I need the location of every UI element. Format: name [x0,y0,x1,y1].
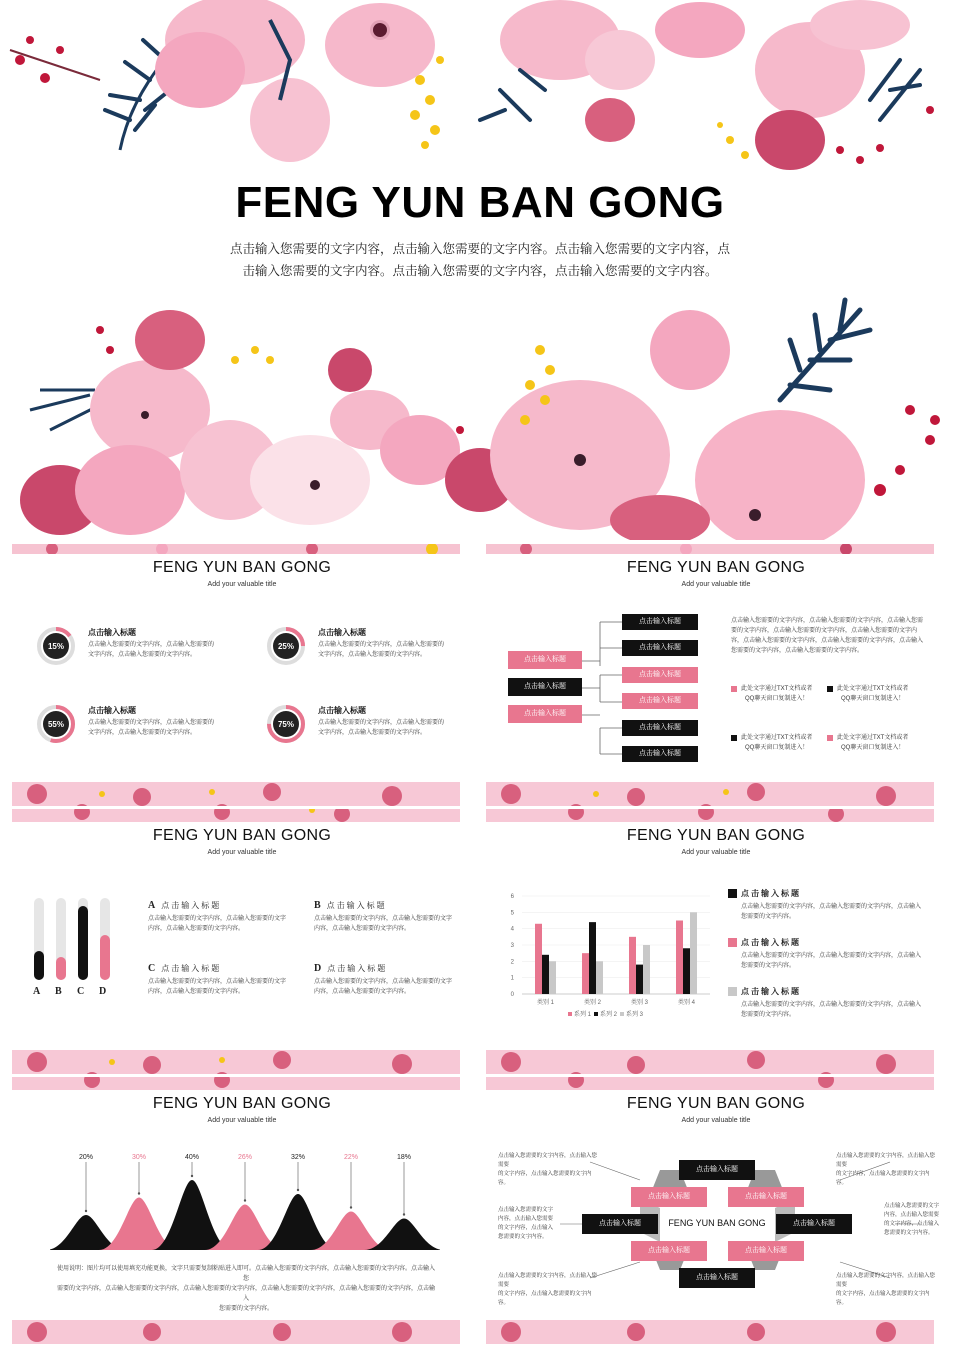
y-tick-label: 5 [510,910,514,917]
bar-fill [56,957,66,980]
text-line: 的文字内容，点击输入 [498,1225,554,1231]
text-line: 点击输入您需要的文字内容，点击输入您需要的文字 [314,979,453,985]
text-line: QQ聊天窗口复制进入！ [745,745,809,751]
floral-strip-4r [486,1320,934,1344]
slide2-subtitle: Add your valuable title [681,581,751,588]
text-line: 文字内容，点击输入您需要的文字内容。 [88,652,197,658]
item-letter: A [148,900,158,911]
item-heading-text: 点击输入标题 [161,901,222,910]
text-line: 此处文字通过TXT文档或者 [741,735,813,741]
slide6-center-label: FENG YUN BAN GONG [668,1218,766,1228]
note-marker [731,686,737,692]
slide6-top-box: 点击输入标题 [679,1160,755,1180]
text-line: QQ聊天窗口复制进入！ [745,696,809,702]
progress-ring-label: 75% [277,720,295,729]
slide4-legend-heading: 点击输入标题 [741,938,801,947]
slide2-right-box: 点击输入标题 [622,720,698,736]
text-line: 此处文字通过TXT文档或者 [837,735,909,741]
bar-fill [78,906,88,980]
slide2-note [741,684,831,704]
slide5-note-line: 使用说明：图片均可以使用填充功能更换，文字只需要复制粘贴进入即可。点击输入您需要的文字内容，点击输入您需要的文字内容。点击输入您 [56,1266,435,1282]
y-tick-label: 3 [510,943,514,949]
item-heading-text: 点击输入标题 [161,964,222,973]
slide3-item-text [148,977,298,997]
peak-dot [403,1213,405,1215]
peak-label: 18% [396,1154,412,1161]
legend-marker [728,889,737,898]
text-line: 点击输入您需要的文字内容，点击输入您需要的文字内容，点击输入 [741,953,922,959]
slide2-note [837,733,927,753]
slide4-subtitle: Add your valuable title [681,849,751,856]
progress-ring [36,704,76,744]
floral-strip-3l [12,1050,460,1090]
legend-swatch [620,1012,624,1016]
bar-label: C [77,986,85,997]
hero-subtitle-line1: 点击输入您需要的文字内容，点击输入您需要的文字内容。点击输入您需要的文字内容，点 [230,242,731,256]
item-heading-text: 点击输入标题 [326,901,387,910]
floral-strip-4l [12,1320,460,1344]
progress-ring [266,626,306,666]
text-line: 此处文字通过TXT文档或者 [837,686,909,692]
slide2-paragraph [731,616,931,656]
chart-bar [582,953,589,994]
slide1-item-heading: 点击输入标题 [318,706,366,715]
slide2-right-box: 点击输入标题 [622,614,698,630]
slide2-right-box: 点击输入标题 [622,667,698,683]
floral-strip-1r [486,544,934,554]
peak-label: 26% [237,1154,253,1161]
slide2-right-box: 点击输入标题 [622,693,698,709]
slide3-subtitle: Add your valuable title [207,849,277,856]
peak-label: 22% [343,1154,359,1161]
slide6-bottom-box: 点击输入标题 [679,1268,755,1288]
legend-swatch [568,1012,572,1016]
peak-dot [244,1199,246,1201]
slide2-para-line: 容，点击输入您需要的文字内容，点击输入您需要的文字内容，点击输入 [731,638,924,644]
text-line: 您需要的文字内容。 [741,1012,796,1018]
note-marker [827,735,833,741]
text-line: 点击输入您需要的文字 [884,1203,940,1209]
hero-floral-top [0,0,960,175]
peak-dot [138,1192,140,1194]
slide6-pink-box: 点击输入标题 [631,1241,707,1261]
floral-strip-3r [486,1050,934,1090]
y-tick-label: 6 [510,894,514,900]
slide1-item-heading: 点击输入标题 [88,628,136,637]
x-tick-label: 类别 3 [630,1000,649,1006]
text-line: 内容，点击输入您需要 [498,1216,554,1222]
peak-label: 20% [78,1154,94,1161]
peaks-chart [50,1148,440,1254]
slide4-legend-heading: 点击输入标题 [741,889,801,898]
slide1-title: FENG YUN BAN GONG [152,559,332,576]
text-line: 文字内容，点击输入您需要的文字内容。 [88,730,197,736]
slide5-note-line: 您需要的文字内容。 [218,1306,273,1312]
slide3-item-heading [314,900,387,911]
floral-top-left [10,0,444,162]
text-line: 内容，点击输入您需要的文字内容。 [148,989,245,995]
chart-bar [549,961,556,994]
text-line: 的文字内容，点击输入 [884,1221,940,1227]
bar-fill [34,951,44,980]
legend-label: 系列 3 [626,1012,644,1018]
text-line: 点击输入您需要的文字内容，点击输入您需要 [498,1273,598,1288]
text-line: 的文字内容，点击输入您需要的文字内容。 [836,1291,930,1306]
text-line: 的文字内容，点击输入您需要的文字内容。 [498,1171,592,1186]
hero-subtitle-line2: 击输入您需要的文字内容。点击输入您需要的文字内容，点击输入您需要的文字内容。 [242,264,718,278]
chart-bar [596,961,603,994]
slide4-legend-text [741,951,931,971]
slide3-item-text [314,977,464,997]
chart-bar [636,965,643,994]
x-tick-label: 类别 4 [677,1000,696,1006]
text-line: 点击输入您需要的文字内容，点击输入您需要 [836,1273,936,1288]
peak-label: 40% [184,1154,200,1161]
text-line: 的文字内容，点击输入您需要的文字内容。 [836,1171,930,1186]
note-marker [731,735,737,741]
slide6-right-box: 点击输入标题 [776,1214,852,1234]
floral-strip-2l [12,782,460,822]
slide2-left-box: 点击输入标题 [508,705,582,723]
slide1-item-text [318,718,448,738]
legend-label: 系列 1 [574,1012,592,1018]
text-line: 点击输入您需要的文字内容，点击输入您需要的文字 [314,916,453,922]
chart-bar [676,921,683,995]
hero-title: FENG YUN BAN GONG [235,178,725,227]
text-line: 点击输入您需要的文字内容，点击输入您需要的文字 [148,916,287,922]
slide3-title: FENG YUN BAN GONG [152,827,332,844]
slide6-subtitle: Add your valuable title [681,1117,751,1124]
text-line: 点击输入您需要的文字内容，点击输入您需要的 [88,642,215,648]
text-line: 点击输入您需要的文字内容，点击输入您需要的 [88,720,215,726]
slide4-legend-text [741,902,931,922]
slide6-title: FENG YUN BAN GONG [626,1095,806,1112]
peak-dot [297,1189,299,1191]
text-line: 内容，点击输入您需要的文字内容。 [314,989,411,995]
hero-subtitle [230,238,730,282]
slide6-text-block [884,1202,960,1238]
legend-label: 系列 2 [600,1012,618,1018]
slide2-note [837,684,927,704]
text-line: QQ聊天窗口复制进入！ [841,745,905,751]
slide3-item-text [314,914,464,934]
slide3-item-heading [314,963,387,974]
peak-dot [85,1210,87,1212]
bar-label: B [55,986,62,997]
x-tick-label: 类别 1 [536,1000,555,1006]
text-line: 点击输入您需要的文字内容，点击输入您需要的 [318,720,445,726]
text-line: 点击输入您需要的文字内容，点击输入您需要 [498,1153,598,1168]
slide5-subtitle: Add your valuable title [207,1117,277,1124]
text-line: 点击输入您需要的文字内容，点击输入您需要 [836,1153,936,1168]
slide5-note [56,1264,436,1314]
slide1-item-text [318,640,448,660]
slide1-item-heading: 点击输入标题 [88,706,136,715]
text-line: 内容，点击输入您需要的文字内容。 [314,926,411,932]
chart-bar [643,945,650,994]
progress-ring-label: 25% [277,642,295,651]
bar-fill [100,935,110,980]
text-line: 点击输入您需要的文字内容，点击输入您需要的文字内容，点击输入 [741,1002,922,1008]
y-tick-label: 2 [510,959,514,966]
text-line: 点击输入您需要的文字内容，点击输入您需要的文字 [148,979,287,985]
chart-bar [535,924,542,994]
text-line: 内容，点击输入您需要 [884,1212,940,1218]
progress-ring-label: 15% [47,642,65,651]
slide4-title: FENG YUN BAN GONG [626,827,806,844]
item-heading-text: 点击输入标题 [327,964,388,973]
text-line: 点击输入您需要的文字 [498,1207,554,1213]
floral-top-right [480,0,934,170]
slide5-note-line: 需要的文字内容，点击输入您需要的文字内容，点击输入您需要的文字内容，点击输入您需要的文字内容，点击输入您需要的文字内容，点击输入 [56,1286,435,1302]
slide2-right-box: 点击输入标题 [622,640,698,656]
slide4-legend-text [741,1000,931,1020]
text-line: 的文字内容，点击输入您需要的文字内容。 [498,1291,592,1306]
legend-swatch [594,1012,598,1016]
floral-strip-1l [12,544,460,554]
slide6-pink-box: 点击输入标题 [631,1187,707,1207]
slide6-text-block [498,1206,598,1242]
slide3-item-text [148,914,298,934]
y-tick-label: 4 [510,926,514,933]
text-line: 您需要的文字内容。 [884,1230,934,1236]
slide3-item-heading [148,900,221,911]
slide4-legend-heading: 点击输入标题 [741,987,801,996]
slide2-para-line: 您需要的文字内容，点击输入您需要的文字内容。 [731,648,864,654]
slide2-note [741,733,831,753]
text-line: QQ聊天窗口复制进入！ [841,696,905,702]
slide6-pink-box: 点击输入标题 [728,1187,804,1207]
text-line: 文字内容，点击输入您需要的文字内容。 [318,652,427,658]
slide2-left-box: 点击输入标题 [508,651,582,669]
progress-ring-label: 55% [47,720,65,729]
y-tick-label: 0 [510,992,514,998]
slide1-item-text [88,640,218,660]
text-line: 您需要的文字内容。 [498,1234,548,1240]
slide3-item-heading [148,963,221,974]
peak-dot [191,1175,193,1177]
text-line: 点击输入您需要的文字内容，点击输入您需要的文字内容，点击输入 [741,904,922,910]
hero-floral-bottom [0,290,960,540]
progress-ring [36,626,76,666]
slide2-para-line: 点击输入您需要的文字内容，点击输入您需要的文字内容，点击输入您需 [731,618,924,624]
bar-label: D [99,986,107,997]
bar-label: A [33,986,41,997]
text-line: 您需要的文字内容。 [741,914,796,920]
text-line: 内容，点击输入您需要的文字内容。 [148,926,245,932]
slide6-text-block [836,1272,936,1308]
item-letter: B [314,900,323,911]
slide6-left-box: 点击输入标题 [582,1214,658,1234]
slide6-text-block [498,1152,598,1188]
slide2-title: FENG YUN BAN GONG [626,559,806,576]
text-line: 点击输入您需要的文字内容，点击输入您需要的 [318,642,445,648]
peak-label: 30% [131,1154,147,1161]
chart-bar [542,955,549,994]
slide1-item-heading: 点击输入标题 [318,628,366,637]
slide5-title: FENG YUN BAN GONG [152,1095,332,1112]
item-letter: D [314,963,324,974]
chart-bar [589,922,596,994]
peak-dot [350,1206,352,1208]
y-tick-label: 1 [510,975,514,982]
legend-marker [728,987,737,996]
note-marker [827,686,833,692]
x-tick-label: 类别 2 [583,1000,602,1006]
text-line: 您需要的文字内容。 [741,963,796,969]
slide2-para-line: 要的文字内容，点击输入您需要的文字内容，点击输入您需要的文字内 [731,628,918,634]
chart-bar [629,937,636,994]
slide1-item-text [88,718,218,738]
peak-label: 32% [290,1154,306,1161]
chart-bar [690,912,697,994]
slide6-text-block [836,1152,936,1188]
item-letter: C [148,963,158,974]
slide2-left-box: 点击输入标题 [508,678,582,696]
bar-chart [500,888,715,1023]
slide6-pink-box: 点击输入标题 [728,1241,804,1261]
text-line: 文字内容，点击输入您需要的文字内容。 [318,730,427,736]
legend-marker [728,938,737,947]
text-line: 此处文字通过TXT文档或者 [741,686,813,692]
slide1-subtitle: Add your valuable title [207,581,277,588]
slide2-right-box: 点击输入标题 [622,746,698,762]
floral-strip-2r [486,782,934,822]
chart-bar [683,948,690,994]
slide6-text-block [498,1272,598,1308]
progress-ring [266,704,306,744]
